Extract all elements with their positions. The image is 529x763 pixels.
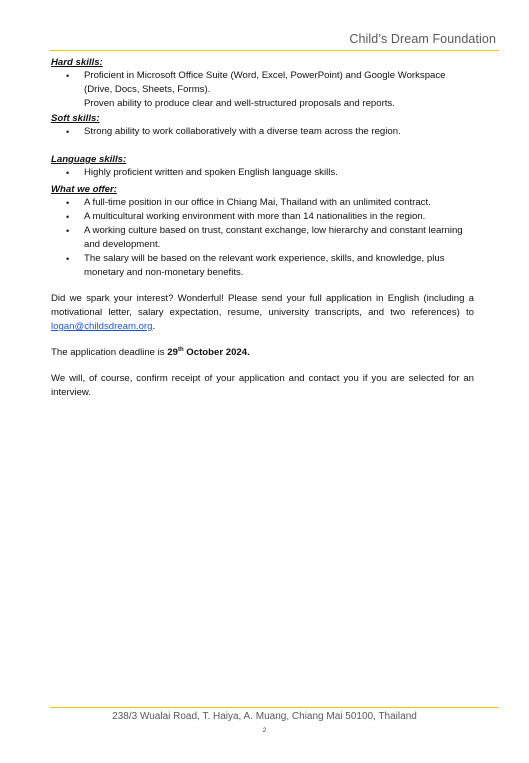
application-text: Did we spark your interest? Wonderful! Please send your full application in English (including a motivational letter, salary expectation, resume, university transcripts, and two references) to: [51, 293, 474, 318]
soft-skills-list: [51, 125, 474, 139]
header-org-name: Child’s Dream Foundation: [349, 32, 496, 46]
hard-skills-heading: Hard skills:: [51, 57, 103, 68]
bullet-icon: •: [66, 127, 70, 137]
hard-skills-continuation: Proven ability to produce clear and well-structured proposals and reports.: [84, 98, 395, 109]
header-divider: [50, 50, 499, 51]
deadline-month-year: October 2024.: [183, 347, 250, 358]
what-we-offer-heading: What we offer:: [51, 184, 117, 195]
application-suffix: .: [152, 321, 156, 332]
deadline-date: [167, 347, 249, 358]
bullet-icon: •: [66, 226, 70, 236]
list-item-text: A working culture based on trust, constant exchange, low hierarchy and constant learning and development.: [84, 225, 463, 250]
footer-divider: [50, 707, 499, 708]
soft-skills-heading: Soft skills:: [51, 113, 100, 124]
deadline-ordinal: th: [177, 346, 184, 353]
list-item-text: Strong ability to work collaboratively with a diverse team across the region.: [84, 126, 401, 137]
closing-paragraph: We will, of course, confirm receipt of your application and contact you if you are selected for an interview.: [51, 373, 474, 398]
list-item: [51, 196, 474, 210]
language-skills-list: [51, 166, 474, 180]
page-body: [51, 56, 474, 400]
list-item-text: Proficient in Microsoft Office Suite (Word, Excel, PowerPoint) and Google Workspace (Drive, Docs, Sheets, Forms).: [84, 70, 446, 95]
bullet-icon: •: [66, 254, 70, 264]
list-item-text: A multicultural working environment with more than 14 nationalities in the region.: [84, 211, 426, 222]
language-skills-heading: Language skills:: [51, 154, 127, 165]
list-item: [51, 69, 474, 97]
list-item: [51, 252, 474, 280]
bullet-icon: •: [66, 168, 70, 178]
deadline-prefix: The application deadline is: [51, 347, 168, 358]
list-item: [51, 125, 474, 139]
what-we-offer-list: [51, 196, 474, 280]
deadline-paragraph: [51, 346, 474, 360]
list-item-text: A full-time position in our office in Chiang Mai, Thailand with an unlimited contract.: [84, 197, 431, 208]
list-item: [51, 210, 474, 224]
list-item: [51, 166, 474, 180]
list-item-text: Highly proficient written and spoken English language skills.: [84, 167, 338, 178]
application-paragraph: [51, 292, 474, 334]
bullet-icon: •: [66, 71, 70, 81]
footer-address: 238/3 Wualai Road, T. Haiya, A. Muang, Chiang Mai 50100, Thailand: [112, 711, 417, 722]
list-item-text: The salary will be based on the relevant work experience, skills, and knowledge, plus monetary and non-monetary benefits.: [84, 253, 445, 278]
hard-skills-list: [51, 69, 474, 97]
bullet-icon: •: [66, 198, 70, 208]
page-number: 2: [262, 727, 267, 734]
bullet-icon: •: [66, 212, 70, 222]
contact-email-link[interactable]: logan@childsdream.org: [51, 321, 153, 332]
list-item: [51, 224, 474, 252]
deadline-day: 29: [167, 347, 178, 358]
